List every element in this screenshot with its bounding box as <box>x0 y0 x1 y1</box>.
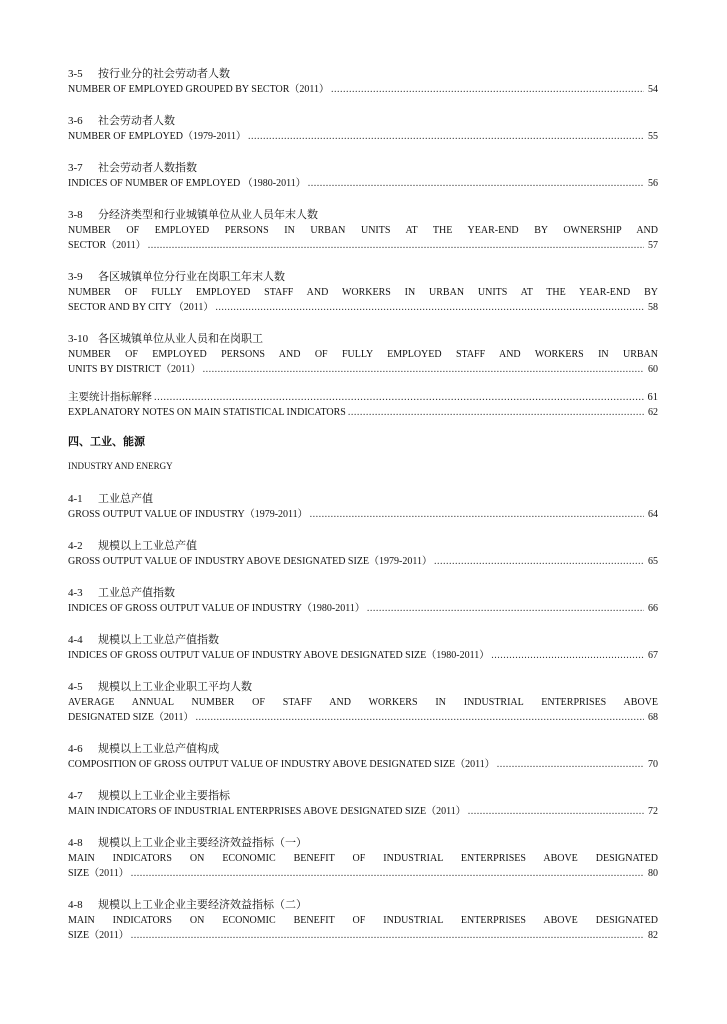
entry-zh-text: 规模以上工业企业主要经济效益指标（一） <box>98 837 307 849</box>
leader-dots <box>148 238 644 253</box>
entry-title-zh <box>68 632 658 648</box>
entry-title-zh <box>68 679 658 695</box>
toc-entry[interactable] <box>68 331 658 377</box>
notes-zh-title: 主要统计指标解释 <box>68 392 152 403</box>
entry-title-zh <box>68 835 658 851</box>
toc-content <box>68 66 658 943</box>
entry-number: 4-8 <box>68 837 83 849</box>
leader-dots <box>310 507 644 522</box>
entry-title-en-line: NUMBER OF FULLY EMPLOYED STAFF AND WORKERS IN URBAN UNITS AT THE YEAR-END BY <box>68 287 658 298</box>
entry-number: 3-9 <box>68 271 83 283</box>
entry-title-zh <box>68 160 658 176</box>
entry-page-number: 82 <box>648 930 658 941</box>
toc-entry[interactable] <box>68 113 658 144</box>
entry-title-en-line: MAIN INDICATORS ON ECONOMIC BENEFIT OF INDUSTRIAL ENTERPRISES ABOVE DESIGNATED <box>68 915 658 926</box>
entry-leader-row <box>68 176 658 191</box>
entry-leader-row <box>68 648 658 663</box>
section-title-en: INDUSTRY AND ENERGY <box>68 461 173 471</box>
leader-dots <box>497 757 644 772</box>
entry-page-number: 67 <box>648 650 658 661</box>
leader-dots <box>215 300 644 315</box>
entry-leader-row <box>68 300 658 315</box>
entry-number: 4-2 <box>68 540 83 552</box>
entry-number: 4-7 <box>68 790 83 802</box>
entry-leader-row <box>68 804 658 819</box>
entry-title-zh <box>68 585 658 601</box>
toc-entry[interactable] <box>68 538 658 569</box>
toc-entry[interactable] <box>68 632 658 663</box>
entry-title-en-line: NUMBER OF EMPLOYED PERSONS IN URBAN UNITS AT THE YEAR-END BY OWNERSHIP AND <box>68 225 658 236</box>
entry-zh-text: 规模以上工业总产值 <box>98 540 197 552</box>
toc-entry[interactable] <box>68 835 658 881</box>
toc-entry[interactable] <box>68 160 658 191</box>
entry-zh-text: 按行业分的社会劳动者人数 <box>98 68 230 80</box>
entry-title-en: SECTOR AND BY CITY （2011） <box>68 302 214 313</box>
entry-zh-text: 规模以上工业企业职工平均人数 <box>98 681 252 693</box>
entry-title-zh <box>68 113 658 129</box>
entry-zh-text: 规模以上工业企业主要经济效益指标（二） <box>98 899 307 911</box>
toc-entry[interactable] <box>68 66 658 97</box>
entry-title-en: SIZE（2011） <box>68 930 129 941</box>
notes-zh-page: 61 <box>647 392 658 403</box>
entry-title-en: INDICES OF NUMBER OF EMPLOYED （1980-2011） <box>68 178 306 189</box>
entry-number: 4-5 <box>68 681 83 693</box>
entry-number: 3-7 <box>68 162 83 174</box>
leader-dots <box>468 804 644 819</box>
entry-zh-text: 分经济类型和行业城镇单位从业人员年末人数 <box>98 209 318 221</box>
entry-leader-row <box>68 757 658 772</box>
notes-en-page: 62 <box>648 407 658 418</box>
toc-list-industry <box>68 491 658 943</box>
entry-title-en-line: MAIN INDICATORS ON ECONOMIC BENEFIT OF INDUSTRIAL ENTERPRISES ABOVE DESIGNATED <box>68 853 658 864</box>
entry-page-number: 80 <box>648 868 658 879</box>
toc-list-employment <box>68 66 658 377</box>
entry-number: 3-10 <box>68 333 89 345</box>
entry-title-en-line: AVERAGE ANNUAL NUMBER OF STAFF AND WORKERS IN INDUSTRIAL ENTERPRISES ABOVE <box>68 697 658 708</box>
entry-zh-text: 各区城镇单位从业人员和在岗职工 <box>98 333 263 345</box>
entry-number: 4-6 <box>68 743 83 755</box>
entry-title-en: INDICES OF GROSS OUTPUT VALUE OF INDUSTRY ABOVE DESIGNATED SIZE（1980-2011） <box>68 650 490 661</box>
entry-page-number: 66 <box>648 603 658 614</box>
entry-page-number: 55 <box>648 131 658 142</box>
entry-title-zh <box>68 491 658 507</box>
entry-number: 4-4 <box>68 634 83 646</box>
entry-leader-row <box>68 238 658 253</box>
entry-number: 3-8 <box>68 209 83 221</box>
entry-zh-text: 规模以上工业总产值指数 <box>98 634 219 646</box>
entry-page-number: 57 <box>648 240 658 251</box>
entry-title-zh <box>68 207 658 223</box>
leader-dots <box>348 405 644 420</box>
toc-entry[interactable] <box>68 679 658 725</box>
entry-page-number: 64 <box>648 509 658 520</box>
entry-title-zh <box>68 269 658 285</box>
entry-page-number: 70 <box>648 759 658 770</box>
entry-page-number: 72 <box>648 806 658 817</box>
entry-number: 4-8 <box>68 899 83 911</box>
entry-title-en: UNITS BY DISTRICT（2011） <box>68 364 201 375</box>
entry-title-en: SIZE（2011） <box>68 868 129 879</box>
entry-leader-row <box>68 601 658 616</box>
entry-zh-text: 规模以上工业总产值构成 <box>98 743 219 755</box>
notes-en-row[interactable] <box>68 405 658 420</box>
entry-page-number: 60 <box>648 364 658 375</box>
section-heading <box>68 434 658 473</box>
toc-entry[interactable] <box>68 741 658 772</box>
entry-title-zh <box>68 538 658 554</box>
leader-dots <box>248 129 644 144</box>
entry-number: 3-6 <box>68 115 83 127</box>
entry-page-number: 68 <box>648 712 658 723</box>
leader-dots <box>491 648 644 663</box>
entry-leader-row <box>68 554 658 569</box>
entry-zh-text: 社会劳动者人数 <box>98 115 175 127</box>
toc-entry[interactable] <box>68 585 658 616</box>
entry-title-en: INDICES OF GROSS OUTPUT VALUE OF INDUSTRY（1980-2011） <box>68 603 365 614</box>
entry-title-en: NUMBER OF EMPLOYED GROUPED BY SECTOR（2011） <box>68 84 330 95</box>
entry-number: 4-3 <box>68 587 83 599</box>
entry-page-number: 65 <box>648 556 658 567</box>
entry-title-zh <box>68 331 658 347</box>
entry-title-en: COMPOSITION OF GROSS OUTPUT VALUE OF INDUSTRY ABOVE DESIGNATED SIZE（2011） <box>68 759 495 770</box>
entry-title-zh <box>68 897 658 913</box>
entry-zh-text: 工业总产值 <box>98 493 153 505</box>
entry-page-number: 54 <box>648 84 658 95</box>
entry-title-zh <box>68 66 658 82</box>
entry-zh-text: 社会劳动者人数指数 <box>98 162 197 174</box>
entry-title-en-line: NUMBER OF EMPLOYED PERSONS AND OF FULLY EMPLOYED STAFF AND WORKERS IN URBAN <box>68 349 658 360</box>
section-title-zh: 四、工业、能源 <box>68 436 145 448</box>
toc-entry[interactable] <box>68 897 658 943</box>
entry-title-en: MAIN INDICATORS OF INDUSTRIAL ENTERPRISES ABOVE DESIGNATED SIZE（2011） <box>68 806 466 817</box>
notes-en-title: EXPLANATORY NOTES ON MAIN STATISTICAL INDICATORS <box>68 407 346 418</box>
toc-entry[interactable] <box>68 207 658 253</box>
entry-title-zh <box>68 741 658 757</box>
leader-dots <box>367 601 644 616</box>
entry-title-zh <box>68 788 658 804</box>
leader-dots <box>195 710 644 725</box>
entry-leader-row <box>68 82 658 97</box>
entry-number: 4-1 <box>68 493 83 505</box>
entry-leader-row <box>68 507 658 522</box>
entry-page-number: 58 <box>648 302 658 313</box>
leader-dots <box>203 362 644 377</box>
leader-dots <box>434 554 644 569</box>
entry-title-en: DESIGNATED SIZE（2011） <box>68 712 194 723</box>
leader-dots <box>154 390 644 405</box>
leader-dots <box>131 866 644 881</box>
entry-title-en: NUMBER OF EMPLOYED（1979-2011） <box>68 131 246 142</box>
entry-zh-text: 各区城镇单位分行业在岗职工年末人数 <box>98 271 285 283</box>
entry-zh-text: 规模以上工业企业主要指标 <box>98 790 230 802</box>
entry-title-en: SECTOR（2011） <box>68 240 146 251</box>
toc-entry[interactable] <box>68 269 658 315</box>
entry-leader-row <box>68 129 658 144</box>
entry-title-en: GROSS OUTPUT VALUE OF INDUSTRY（1979-2011） <box>68 509 308 520</box>
entry-title-en: GROSS OUTPUT VALUE OF INDUSTRY ABOVE DESIGNATED SIZE（1979-2011） <box>68 556 433 567</box>
entry-leader-row <box>68 928 658 943</box>
leader-dots <box>331 82 644 97</box>
leader-dots <box>131 928 644 943</box>
notes-block <box>68 390 658 420</box>
entry-number: 3-5 <box>68 68 83 80</box>
leader-dots <box>308 176 644 191</box>
notes-zh-row[interactable] <box>68 390 658 405</box>
entry-leader-row <box>68 362 658 377</box>
toc-entry[interactable] <box>68 788 658 819</box>
entry-zh-text: 工业总产值指数 <box>98 587 175 599</box>
entry-leader-row <box>68 710 658 725</box>
entry-page-number: 56 <box>648 178 658 189</box>
entry-leader-row <box>68 866 658 881</box>
toc-entry[interactable] <box>68 491 658 522</box>
